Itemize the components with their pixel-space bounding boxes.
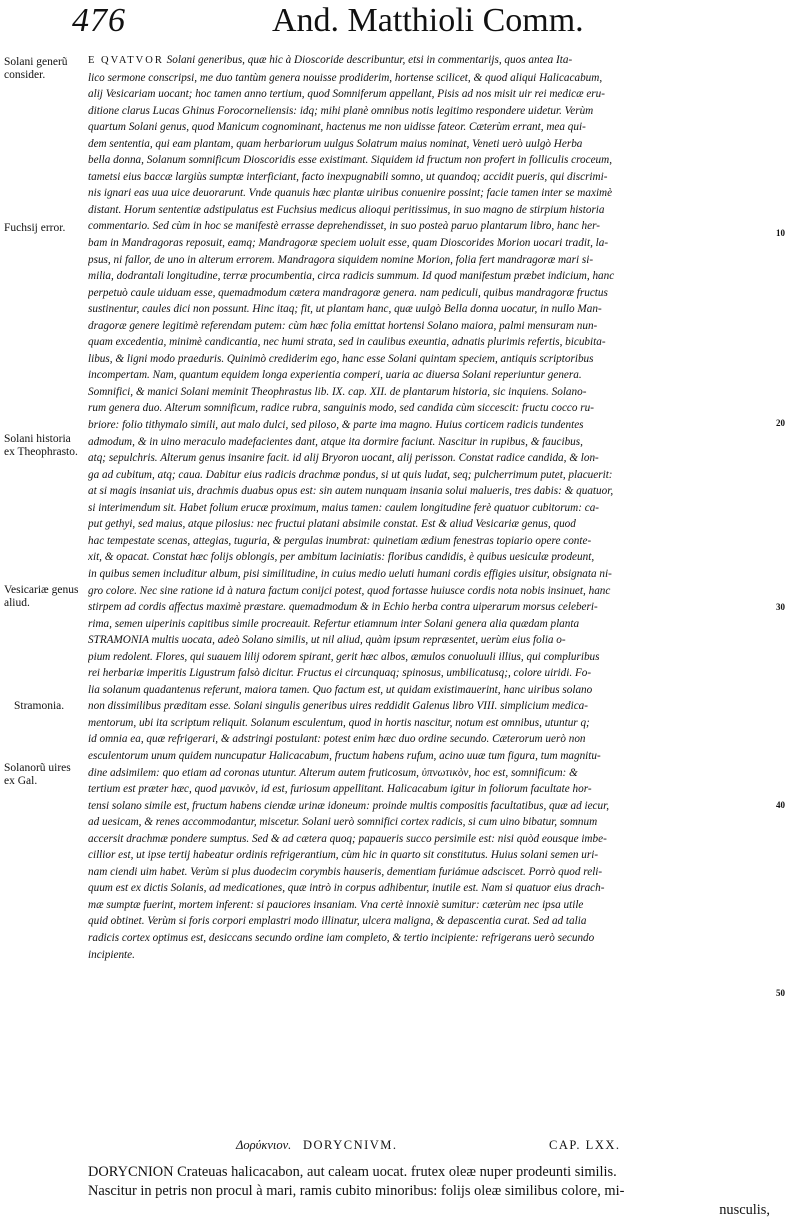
text-line: put gethyi, sed maius, atque pilosius: nec fructui platani absimile constat. Est & aliud Vesicariæ genus, quod (88, 518, 576, 531)
text-line: tensi solano simile est, fructum habens ciendæ urinæ idoneum: proinde multis compositis facultatibus, quæ ad iecur, (88, 799, 610, 812)
text-line: dem sententia, qui eam plantam, quam herbariorum uulgus Solatrum maius nominat, Veneti uerò uulgò Herba (88, 137, 583, 150)
text-line: bella donna, Solanum somnificum Dioscoridis esse existimant. Siquidem id fructum non profert in folliculis croceum, (88, 154, 613, 167)
text-line: psus, ni fallor, de uno in alterum errorem. Mandragora siquidem nomine Morion, folia fert mandragoræ mari si- (88, 253, 594, 266)
text-line: DORYCNION Crateuas halicacabon, aut caleam uocat. frutex oleæ nuper prodeunti similis. (88, 1164, 617, 1180)
line-number: 50 (776, 988, 785, 998)
text-line: briore: folio tithymalo simili, aut malo dulci, sed piloso, & parte ima magno. Huius corticem radicis tundentes (88, 419, 584, 432)
text-line: lico sermone conscripsi, me duo tantùm genera nouisse prodiderim, hortense scilicet, & quod aliqui Halicacabum, (88, 71, 603, 84)
text-line: milia, dodrantali longitudine, terræ procumbentia, circa radicis summum. Id quod manifestum præbet indicium, hanc (88, 270, 615, 283)
text-line: mæ sumptæ fuerint, mortem inferent: si pauciores insaniam. Vna certè innoxiè sumitur: cæterùm nec ipsa utile (88, 898, 584, 911)
text-line: esculentorum unum quidem nuncupatur Halicacabum, fructum habens rufum, acino uuæ tum figura, tum magnitu- (88, 749, 601, 762)
text-line: E QVATVOR Solani generibus, quæ hic à Dioscoride describuntur, etsi in commentarijs, quos antea Ita- (88, 54, 573, 66)
text-line: nusculis, (719, 1202, 770, 1218)
text-line: gro colore. Nec sine ratione id à natura factum conijci potest, quod fortasse huiusce cordis nota nobis insinuet, hanc (88, 584, 611, 597)
margin-note: Solani historia ex Theophrasto. (4, 433, 78, 458)
text-line: mentorum, ubi ita scriptum reliquit. Solanum esculentum, quod in hortis nascitur, notum est omnibus, utuntur q; (88, 716, 590, 729)
text-line: Somnifici, & manici Solani meminit Theophrastus lib. IX. cap. XII. de plantarum historia, sic inquiens. Solano- (88, 385, 587, 398)
text-line: tertium est præter hæc, quod μανικὸν, id est, furiosum appellitant. Halicacabum igitur in foliorum facultate hor- (88, 783, 592, 796)
line-number: 40 (776, 800, 785, 810)
text-line: atq; sepulchris. Alterum genus insanire facit. id alij Bryoron uocant, alij perisson. Constat radice candida, & lon- (88, 452, 599, 465)
text-line: quum est ex dictis Solanis, ad medicationes, quæ intrò in corpus adhibentur, inutile est. Nam si quatuor eius drach- (88, 882, 605, 895)
dioscorides-text (88, 1163, 778, 1220)
margin-note: Stramonia. (14, 700, 65, 712)
text-line: dine adsimilem: quo etiam ad coronas utuntur. Alterum autem fruticosum, ὑπνωτικὸν, hoc est, somnificum: & (88, 766, 578, 779)
line-number: 30 (776, 602, 785, 612)
text-line: ad uesicam, & renes accommodantur, miscetur. Solani uerò somnifici cortex radicis, si cum uino bibatur, somnum (88, 816, 598, 829)
page-number: 476 (72, 2, 126, 39)
text-line: in quibus semen includitur album, pisi similitudine, in cuius medio ueluti humani cordis effigies uisitur, obsignata ni- (88, 567, 612, 580)
running-title: And. Matthioli Comm. (272, 2, 584, 39)
text-line: xit, & opacat. Constat hæc folijs oblongis, per ambitum laciniatis: floribus candidis, è quibus uesiculæ prodeunt, (88, 551, 595, 564)
text-line: accersit drachmæ pondere sumptus. Sed & ad cætera quoq; papaueris succo persimile est: nisi quòd eousque imbe- (88, 832, 607, 845)
text-line: libus, & ligni modo praeduris. Quinimò crediderim ego, hanc esse Solani quintam speciem, antiquis scriptoribus (88, 352, 594, 365)
line-number: 20 (776, 418, 785, 428)
text-line: STRAMONIA multis uocata, adeò Solano similis, ut nil aliud, quàm ipsum repræsentet, uerùm eius folia o- (88, 634, 566, 647)
text-line: nam ciendi uim habet. Verùm si plus duodecim corymbis hauseris, dementiam furiámue adsciscet. Porrò quod reli- (88, 865, 603, 878)
chapter-heading (0, 1138, 787, 1158)
text-line: hac tempestate scenas, attegias, tuguria, & pergulas inumbrat: quinetiam ædium fenestras topiario opere conte- (88, 534, 592, 547)
margin-note: Vesicariæ genus aliud. (4, 584, 79, 609)
text-line: sustinentur, caules dici non possunt. Hinc itaq; fit, ut plantam hanc, quæ uulgò Bella donna uocatur, in nullo Man- (88, 303, 602, 316)
text-line: quid obtinet. Verùm si foris corpori emplastri modo illinatur, ulcera maligna, & depascentia curat. Sed ad talia (88, 915, 587, 928)
chapter-greek-title: Δορύκνιον. (236, 1138, 292, 1152)
text-line: distant. Horum sententiæ adstipulatus est Fuchsius medicus alioqui peritissimus, in suo magno de stirpium historia (88, 203, 605, 216)
page-header (0, 0, 787, 48)
opening-word: E QVATVOR (88, 55, 164, 66)
margin-note: Solani generũ consider. (4, 56, 68, 81)
text-line: commentario. Sed cùm in hoc se manifestè errasse deprehendisset, in suo posteà paruo plantarum libro, hanc her- (88, 220, 600, 233)
margin-note: Fuchsij error. (4, 222, 66, 234)
commentary-text (88, 52, 768, 963)
text-line: ditione clarus Lucas Ghinus Forocorneliensis: idq; mihi planè omnibus notis legitimo respondere uidetur. Verùm (88, 104, 594, 117)
text-line: radicis cortex optimus est, desiccans secundo ordine iam completo, & tertio incipiente: refrigerans uerò secundo (88, 931, 595, 944)
text-line: pium redolent. Flores, qui suauem lilij odorem spirant, gerit hæc albos, æmulos conuoluuli illius, qui compluribus (88, 650, 600, 663)
text-line: incompertam. Nam, quantum equidem longa experientia comperi, uaria ac diuersa Solani reperiuntur genera. (88, 369, 582, 382)
text-line: Nascitur in petris non procul à mari, ramis cubito minoribus: folijs oleæ similibus colore, mi- (88, 1183, 625, 1199)
chapter-latin-title: DORYCNIVM. (303, 1138, 398, 1152)
text-line: cillior est, ut ipse tertij habeatur ordinis refrigerantium, cùm hic in quarto sit constitutus. Huius solani semen uri- (88, 849, 599, 862)
text-line: perpetuò caule uiduam esse, quemadmodum cætera mandragoræ genera. nam pediculi, quibus mandragoræ fructus (88, 286, 608, 299)
text-line: bam in Mandragoras reposuit, eamq; Mandragoræ speciem uoluit esse, quam Dioscorides Morion uocari tradit, la- (88, 237, 609, 250)
text-line: id omnia ea, quæ refrigerari, & adstringi postulant: potest enim hæc duo ordine secundo. Cæterorum uerò non (88, 733, 586, 746)
text-line: alij Vesicariam uocant; hoc tamen anno tertium, quod Somniferum appellant, Pisis ad nos misit uir rei medicæ eru- (88, 88, 605, 101)
text-line: rum genera duo. Alterum somnificum, radice rubra, sanguinis modo, sed candida cùm siccescit: fructu cocco ru- (88, 402, 594, 415)
text-line: admodum, & in uino meraculo madefacientes dant, atque ita dormire faciunt. Nascitur in rupibus, & faucibus, (88, 435, 583, 448)
text-line: incipiente. (88, 948, 135, 961)
text-line: lia solanum quadantenus referunt, maiora tamen. Quo factum est, ut quidam existimauerint, hanc uiribus solano (88, 683, 593, 696)
text-line: quam excedentia, minimè candicantia, nec humi strata, sed in caulibus exeuntia, adnatis plurimis refertis, bicubita- (88, 336, 606, 349)
text-line: nis ignari eas uua uice deuorarunt. Vnde quanuis hæc plantæ uiribus conuenire possint; facie tamen inter se maximè (88, 187, 613, 200)
text-line: tametsi eius baccæ largiùs sumptæ interficiant, facto inexpugnabili somno, ut quandoq; accidit pueris, qui discrimi- (88, 170, 608, 183)
text-line: at si magis insaniat uis, drachmis duabus opus est: sin autem nunquam insania solui malueris, tres dabis: & quatuor, (88, 485, 614, 498)
line-number: 10 (776, 228, 785, 238)
text-line: si interimendum sit. Habet folium erucæ proximum, maius tamen: caulem longitudine ferè quatuor cubitorum: ca- (88, 501, 600, 514)
text-line: quartum Solani genus, quod Manicum cognominant, hactenus me non uidisse fateor. Cæterùm errant, mea qui- (88, 121, 586, 134)
text-line: ga ad cubitum, atq; caua. Dabitur eius radicis drachmæ pondus, si ut quis ludat, seq; pulcherrimum putet, placuerit: (88, 468, 613, 481)
text-line: dragoræ genere legitimè referendam putem: cùm hæc folia emittat hortensi Solano maiora, palmi mensuram nun- (88, 319, 598, 332)
text-line: rei herbariæ imperitis Ligustrum falsò dicitur. Fructus ei circunquaq; spinosus, umbilicatusq;, colore uiridi. Fo- (88, 667, 592, 680)
text-line: non dissimilibus præditam esse. Solani singulis generibus uires reddidit Galenus libro VIII. simplicium medica- (88, 700, 588, 713)
text-line: stirpem ad cordis affectus maximè præstare. quemadmodum & in Echio herba contra uiperarum morsus celeberi- (88, 601, 598, 614)
chapter-number: CAP. LXX. (549, 1138, 621, 1152)
text-line: rima, semen uiperinis capitibus simile procreauit. Refertur etiamnum inter Solani genera alia quædam planta (88, 617, 580, 630)
margin-note: Solanorũ uires ex Gal. (4, 762, 71, 787)
